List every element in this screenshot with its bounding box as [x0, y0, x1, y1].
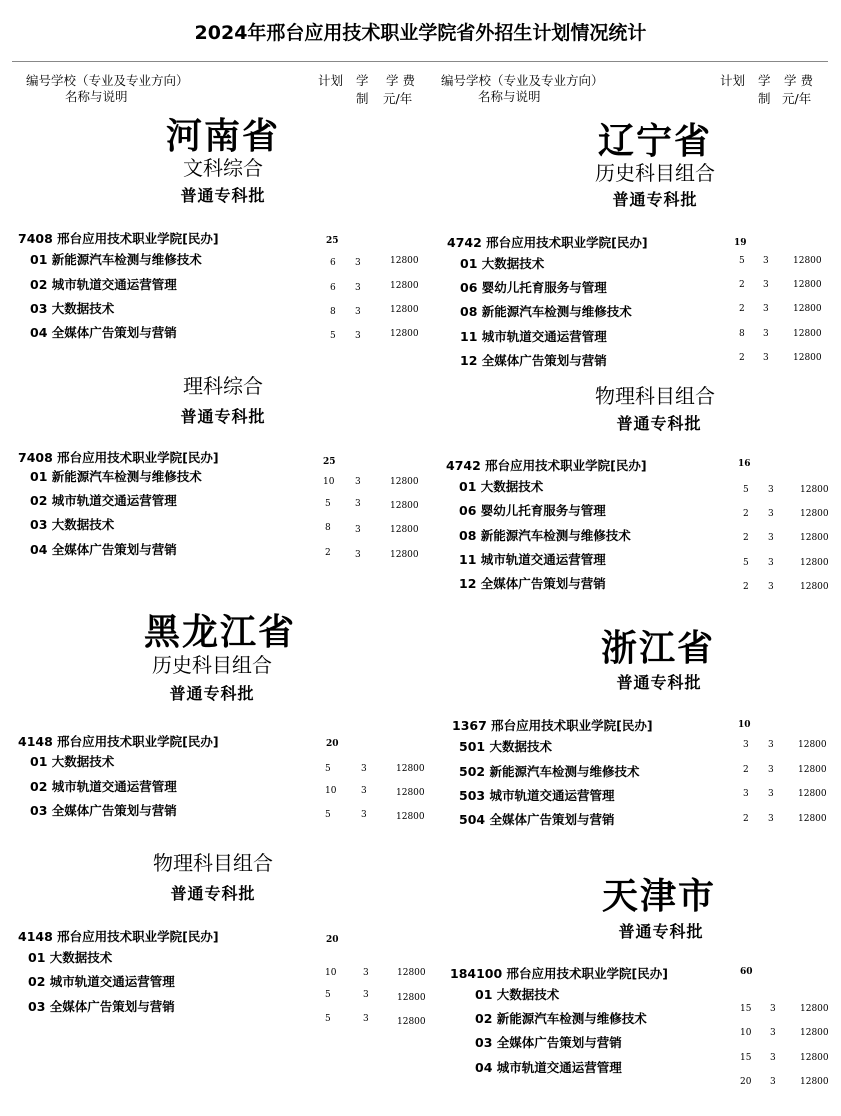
total-tianjin: 60 — [740, 967, 753, 977]
major-name: 03 大数据技术 — [30, 301, 115, 316]
major-years: 3 — [768, 814, 774, 824]
header-school-desc-left: 名称与说明 — [65, 89, 128, 104]
major-fee: 12800 — [793, 329, 822, 339]
major-years: 3 — [763, 256, 769, 266]
major-years: 3 — [768, 533, 774, 543]
major-fee: 12800 — [397, 968, 426, 978]
major-years: 3 — [770, 1077, 776, 1087]
major-name: 02 新能源汽车检测与维修技术 — [475, 1011, 647, 1026]
major-plan: 5 — [743, 485, 749, 495]
major-plan: 6 — [330, 258, 336, 268]
major-plan: 5 — [739, 256, 745, 266]
major-fee: 12800 — [390, 305, 419, 315]
major-plan: 2 — [743, 582, 749, 592]
major-name: 02 城市轨道交通运营管理 — [30, 277, 177, 292]
major-years: 3 — [763, 304, 769, 314]
header-years-left-1: 学 — [356, 73, 369, 88]
major-name: 08 新能源汽车检测与维修技术 — [459, 528, 631, 543]
major-name: 11 城市轨道交通运营管理 — [460, 329, 607, 344]
major-name: 06 婴幼儿托育服务与管理 — [460, 280, 607, 295]
major-fee: 12800 — [397, 993, 426, 1003]
total-zhejiang: 10 — [738, 720, 751, 730]
major-years: 3 — [361, 786, 367, 796]
school-zhejiang: 1367 邢台应用技术职业学院[民办] — [452, 718, 653, 733]
major-name: 03 大数据技术 — [30, 517, 115, 532]
major-fee: 12800 — [800, 1053, 829, 1063]
major-years: 3 — [355, 283, 361, 293]
group-liaoning-lishi: 历史科目组合 — [595, 161, 715, 185]
major-plan: 5 — [325, 990, 331, 1000]
major-years: 3 — [768, 509, 774, 519]
major-fee: 12800 — [800, 1028, 829, 1038]
page-title: 2024年邢台应用技术职业学院省外招生计划情况统计 — [194, 22, 647, 44]
major-name: 01 大数据技术 — [460, 256, 545, 271]
major-name: 01 大数据技术 — [459, 479, 544, 494]
major-name: 502 新能源汽车检测与维修技术 — [459, 764, 640, 779]
major-fee: 12800 — [390, 550, 419, 560]
major-name: 12 全媒体广告策划与营销 — [460, 353, 607, 368]
major-name: 03 全媒体广告策划与营销 — [475, 1035, 622, 1050]
major-name: 12 全媒体广告策划与营销 — [459, 576, 606, 591]
group-henan-wenke: 文科综合 — [183, 156, 263, 180]
province-liaoning: 辽宁省 — [597, 121, 713, 162]
header-school-desc-right: 名称与说明 — [478, 89, 541, 104]
school-henan-wenke: 7408 邢台应用技术职业学院[民办] — [18, 231, 219, 246]
major-plan: 10 — [740, 1028, 752, 1038]
major-years: 3 — [355, 499, 361, 509]
major-plan: 2 — [743, 765, 749, 775]
major-fee: 12800 — [793, 280, 822, 290]
major-years: 3 — [361, 764, 367, 774]
major-fee: 12800 — [396, 812, 425, 822]
major-name: 08 新能源汽车检测与维修技术 — [460, 304, 632, 319]
major-plan: 6 — [330, 283, 336, 293]
school-tianjin: 184100 邢台应用技术职业学院[民办] — [450, 966, 668, 981]
major-fee: 12800 — [396, 764, 425, 774]
total-henan-wenke: 25 — [326, 236, 339, 246]
school-liaoning-wuli: 4742 邢台应用技术职业学院[民办] — [446, 458, 647, 473]
major-plan: 2 — [743, 814, 749, 824]
group-henan-like: 理科综合 — [183, 374, 263, 398]
major-name: 02 城市轨道交通运营管理 — [28, 974, 175, 989]
total-heilongjiang-wuli: 20 — [326, 935, 339, 945]
major-fee: 12800 — [800, 582, 829, 592]
major-fee: 12800 — [800, 509, 829, 519]
major-name: 06 婴幼儿托育服务与管理 — [459, 503, 606, 518]
major-fee: 12800 — [800, 1004, 829, 1014]
group-heilongjiang-lishi: 历史科目组合 — [152, 653, 272, 677]
major-fee: 12800 — [390, 281, 419, 291]
major-plan: 5 — [325, 764, 331, 774]
major-fee: 12800 — [800, 558, 829, 568]
province-heilongjiang: 黑龙江省 — [143, 612, 297, 653]
major-plan: 10 — [325, 786, 337, 796]
major-years: 3 — [768, 582, 774, 592]
major-fee: 12800 — [798, 740, 827, 750]
major-name: 01 大数据技术 — [475, 987, 560, 1002]
batch-zhejiang: 普通专科批 — [616, 673, 702, 692]
major-plan: 5 — [330, 331, 336, 341]
batch-tianjin: 普通专科批 — [618, 922, 704, 941]
major-name: 503 城市轨道交通运营管理 — [459, 788, 615, 803]
major-years: 3 — [770, 1028, 776, 1038]
province-tianjin: 天津市 — [601, 876, 717, 917]
major-plan: 5 — [743, 558, 749, 568]
major-plan: 3 — [743, 789, 749, 799]
major-plan: 10 — [325, 968, 337, 978]
batch-henan-like: 普通专科批 — [180, 407, 266, 426]
major-years: 3 — [768, 789, 774, 799]
major-name: 01 新能源汽车检测与维修技术 — [30, 469, 202, 484]
major-fee: 12800 — [397, 1017, 426, 1027]
header-school-col-right: 编号学校（专业及专业方向） — [441, 73, 604, 88]
major-years: 3 — [768, 765, 774, 775]
major-plan: 2 — [739, 280, 745, 290]
major-fee: 12800 — [798, 814, 827, 824]
major-plan: 2 — [325, 548, 331, 558]
header-fee-left-2: 元/年 — [383, 91, 413, 106]
major-fee: 12800 — [390, 525, 419, 535]
major-years: 3 — [363, 968, 369, 978]
major-plan: 2 — [739, 304, 745, 314]
major-name: 01 大数据技术 — [30, 754, 115, 769]
major-plan: 3 — [743, 740, 749, 750]
major-years: 3 — [770, 1004, 776, 1014]
major-plan: 2 — [743, 509, 749, 519]
header-school-col-left: 编号学校（专业及专业方向） — [26, 73, 189, 88]
major-fee: 12800 — [390, 477, 419, 487]
major-years: 3 — [770, 1053, 776, 1063]
school-heilongjiang-lishi: 4148 邢台应用技术职业学院[民办] — [18, 734, 219, 749]
header-divider — [12, 61, 828, 62]
major-years: 3 — [355, 525, 361, 535]
major-fee: 12800 — [800, 533, 829, 543]
header-plan-left: 计划 — [318, 73, 344, 88]
header-fee-right-1: 学 费 — [784, 73, 813, 88]
major-fee: 12800 — [390, 256, 419, 266]
major-years: 3 — [355, 331, 361, 341]
group-liaoning-wuli: 物理科目组合 — [595, 384, 715, 408]
major-years: 3 — [763, 329, 769, 339]
major-name: 04 全媒体广告策划与营销 — [30, 542, 177, 557]
major-name: 501 大数据技术 — [459, 739, 552, 754]
school-liaoning-lishi: 4742 邢台应用技术职业学院[民办] — [447, 235, 648, 250]
major-name: 01 新能源汽车检测与维修技术 — [30, 252, 202, 267]
major-years: 3 — [763, 280, 769, 290]
major-plan: 8 — [325, 523, 331, 533]
major-name: 02 城市轨道交通运营管理 — [30, 779, 177, 794]
header-fee-left-1: 学 费 — [386, 73, 415, 88]
major-name: 504 全媒体广告策划与营销 — [459, 812, 615, 827]
major-years: 3 — [763, 353, 769, 363]
major-fee: 12800 — [396, 788, 425, 798]
major-plan: 15 — [740, 1004, 752, 1014]
major-name: 03 全媒体广告策划与营销 — [30, 803, 177, 818]
major-fee: 12800 — [798, 765, 827, 775]
school-heilongjiang-wuli: 4148 邢台应用技术职业学院[民办] — [18, 929, 219, 944]
batch-heilongjiang-wuli: 普通专科批 — [170, 884, 256, 903]
major-plan: 5 — [325, 810, 331, 820]
major-years: 3 — [355, 258, 361, 268]
major-fee: 12800 — [800, 485, 829, 495]
major-years: 3 — [768, 485, 774, 495]
major-name: 04 全媒体广告策划与营销 — [30, 325, 177, 340]
major-name: 04 城市轨道交通运营管理 — [475, 1060, 622, 1075]
major-fee: 12800 — [390, 329, 419, 339]
total-liaoning-lishi: 19 — [734, 238, 747, 248]
major-plan: 2 — [739, 353, 745, 363]
province-henan: 河南省 — [165, 116, 281, 157]
batch-henan-wenke: 普通专科批 — [180, 186, 266, 205]
major-fee: 12800 — [793, 353, 822, 363]
major-name: 02 城市轨道交通运营管理 — [30, 493, 177, 508]
major-fee: 12800 — [390, 501, 419, 511]
province-zhejiang: 浙江省 — [600, 628, 716, 669]
major-plan: 15 — [740, 1053, 752, 1063]
major-plan: 5 — [325, 1014, 331, 1024]
batch-liaoning-wuli: 普通专科批 — [616, 414, 702, 433]
total-henan-like: 25 — [323, 457, 336, 467]
major-name: 01 大数据技术 — [28, 950, 113, 965]
major-plan: 8 — [330, 307, 336, 317]
major-fee: 12800 — [793, 304, 822, 314]
total-heilongjiang-lishi: 20 — [326, 739, 339, 749]
major-plan: 8 — [739, 329, 745, 339]
major-plan: 20 — [740, 1077, 752, 1087]
major-years: 3 — [363, 1014, 369, 1024]
header-years-right-2: 制 — [758, 91, 771, 106]
header-plan-right: 计划 — [720, 73, 746, 88]
total-liaoning-wuli: 16 — [738, 459, 751, 469]
batch-liaoning-lishi: 普通专科批 — [612, 190, 698, 209]
school-henan-like: 7408 邢台应用技术职业学院[民办] — [18, 450, 219, 465]
major-years: 3 — [768, 558, 774, 568]
major-plan: 2 — [743, 533, 749, 543]
major-fee: 12800 — [793, 256, 822, 266]
major-years: 3 — [361, 810, 367, 820]
major-name: 11 城市轨道交通运营管理 — [459, 552, 606, 567]
header-years-right-1: 学 — [758, 73, 771, 88]
major-fee: 12800 — [798, 789, 827, 799]
major-years: 3 — [355, 307, 361, 317]
major-plan: 10 — [323, 477, 335, 487]
major-years: 3 — [355, 550, 361, 560]
major-years: 3 — [768, 740, 774, 750]
major-fee: 12800 — [800, 1077, 829, 1087]
major-years: 3 — [355, 477, 361, 487]
major-plan: 5 — [325, 499, 331, 509]
header-years-left-2: 制 — [356, 91, 369, 106]
header-fee-right-2: 元/年 — [782, 91, 812, 106]
group-heilongjiang-wuli: 物理科目组合 — [153, 851, 273, 875]
major-name: 03 全媒体广告策划与营销 — [28, 999, 175, 1014]
major-years: 3 — [363, 990, 369, 1000]
batch-heilongjiang-lishi: 普通专科批 — [169, 684, 255, 703]
